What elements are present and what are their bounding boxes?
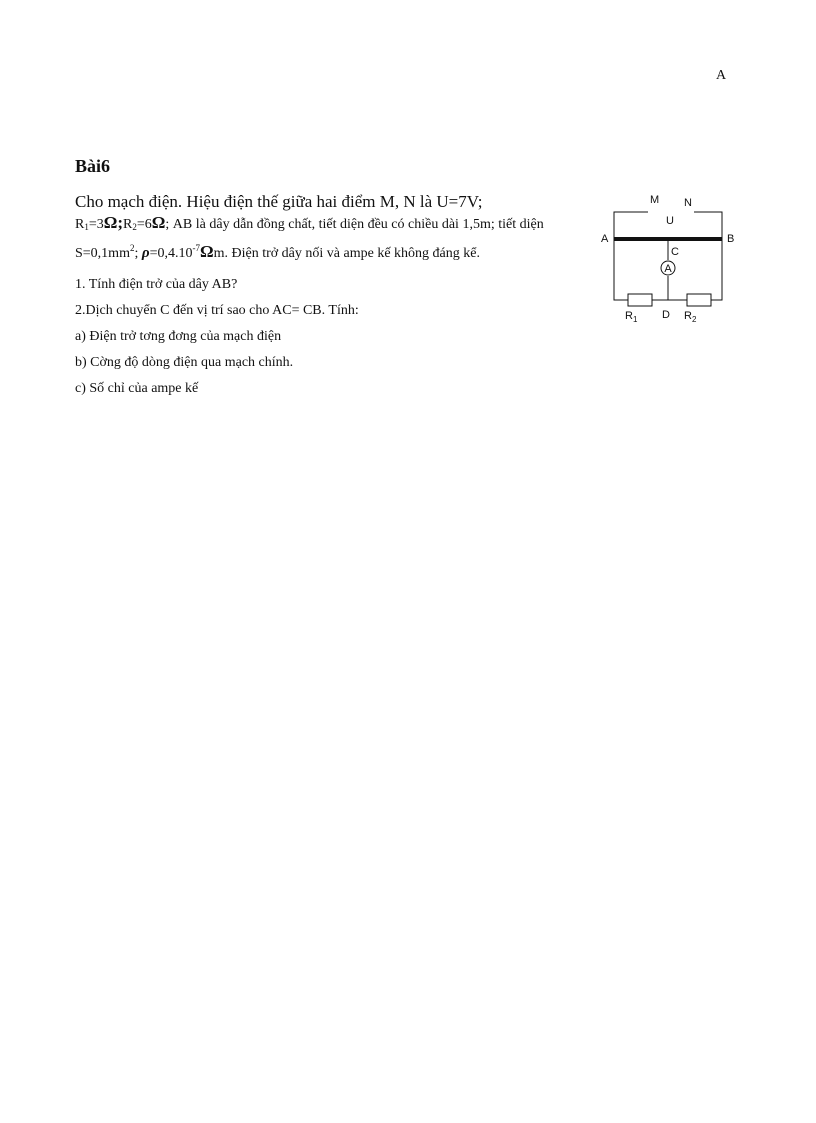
r1-subscript: 1 — [84, 222, 89, 232]
question-item: b) Cờng độ dòng điện qua mạch chính. — [75, 355, 294, 370]
r2-subscript: 2 — [132, 222, 137, 232]
intro-tail: m. Điện trở dây nối và ampe kế không đáng kể. — [213, 246, 480, 261]
question-item: c) Số chỉ của ampe kế — [75, 381, 199, 396]
intro-line-1: Cho mạch điện. Hiệu điện thế giữa hai điểm M, N là U=7V; — [75, 192, 483, 211]
intro-body — [75, 212, 565, 264]
ammeter-label: A — [664, 263, 672, 275]
question-item: 2.Dịch chuyển C đến vị trí sao cho AC= CB. Tính: — [75, 303, 359, 318]
label-r1: $R_1$ — [625, 310, 638, 324]
rho-value: =0,4.10 — [149, 246, 193, 261]
page-corner-label: A — [716, 68, 727, 83]
question-list — [75, 275, 359, 405]
r1-label: R — [75, 217, 85, 232]
r2-label: R — [123, 217, 133, 232]
semicolon: ; — [134, 246, 139, 261]
separator: ; — [117, 213, 124, 232]
ab-description: ; AB là dây dẫn đồng chất, tiết diện đều có chiều dài 1,5m; tiết diện S=0,1mm — [75, 217, 544, 261]
label-a: A — [601, 233, 609, 245]
ohm-symbol: Ω — [103, 213, 118, 232]
squared-superscript: 2 — [129, 243, 135, 253]
resistor-r1 — [628, 294, 652, 306]
label-n: N — [684, 197, 692, 209]
circuit-diagram — [596, 188, 746, 328]
label-u: U — [666, 215, 674, 227]
ohm-symbol: Ω — [151, 213, 166, 232]
r2-value: =6 — [136, 217, 152, 232]
resistor-r2 — [687, 294, 711, 306]
ohm-symbol: Ω — [200, 242, 214, 261]
exponent-superscript: -7 — [192, 243, 200, 253]
problem-statement — [75, 191, 565, 264]
problem-title: Bài6 — [75, 156, 111, 176]
label-d: D — [662, 309, 670, 321]
rho-symbol: ρ — [141, 245, 150, 261]
label-m: M — [650, 194, 660, 206]
question-item: a) Điện trở tơng đơng của mạch điện — [75, 329, 282, 344]
label-r2: $R_2$ — [684, 310, 697, 324]
label-b: B — [727, 233, 735, 245]
r1-value: =3 — [88, 217, 104, 232]
label-c: C — [671, 246, 679, 258]
question-item: 1. Tính điện trở của dây AB? — [75, 277, 238, 292]
